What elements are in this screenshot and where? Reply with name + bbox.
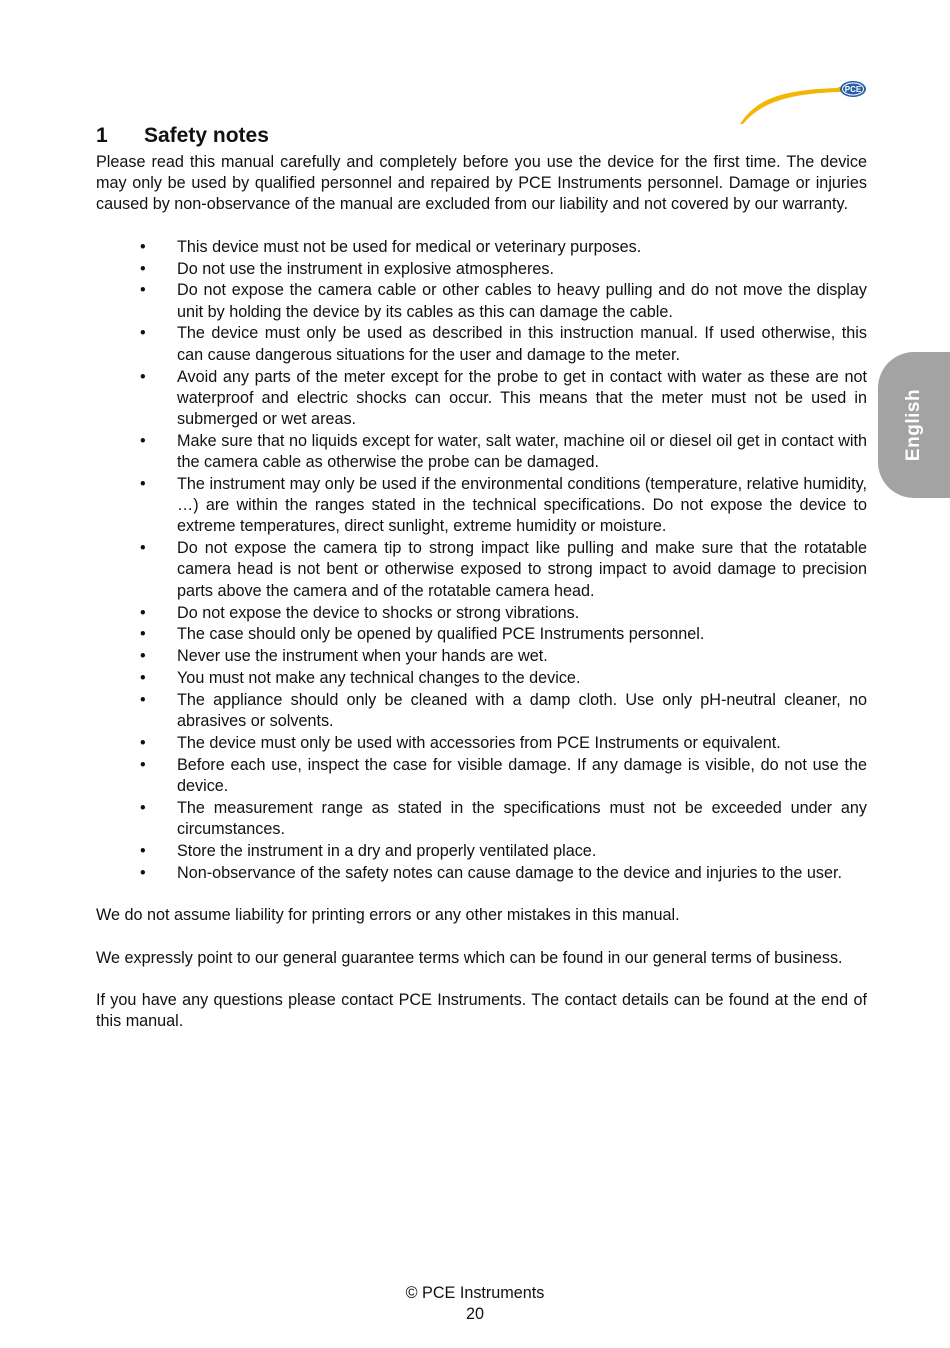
page-footer — [0, 1283, 950, 1325]
safety-list — [96, 237, 867, 885]
logo-swoosh — [740, 88, 838, 124]
pce-logo — [738, 78, 870, 126]
list-item: • Do not use the instrument in explosive atmospheres. — [96, 259, 867, 280]
page-content — [96, 122, 867, 1032]
section-number: 1 — [96, 124, 108, 147]
list-item: • Do not expose the device to shocks or strong vibrations. — [96, 603, 867, 624]
language-tab-label: English — [903, 388, 924, 462]
list-item: • Non-observance of the safety notes can cause damage to the device and injuries to the user. — [96, 863, 867, 884]
list-item: • The device must only be used with accessories from PCE Instruments or equivalent. — [96, 733, 867, 754]
list-item: • Never use the instrument when your hands are wet. — [96, 646, 867, 667]
list-item: • The device must only be used as described in this instruction manual. If used otherwise, this can cause dangerous situations for the user and damage to the meter. — [96, 323, 867, 365]
contact-paragraph: If you have any questions please contact PCE Instruments. The contact details can be found at the end of this manual. — [96, 990, 867, 1030]
section-title: Safety notes — [144, 124, 269, 147]
list-item: • You must not make any technical changes to the device. — [96, 668, 867, 689]
footer-copyright: © PCE Instruments — [405, 1284, 545, 1302]
list-item: • The case should only be opened by qualified PCE Instruments personnel. — [96, 624, 867, 645]
list-item: • Avoid any parts of the meter except for the probe to get in contact with water as these are not waterproof and electric shocks can occur. This means that the meter must not be used in submerged or wet areas. — [96, 367, 867, 431]
list-item: • The appliance should only be cleaned with a damp cloth. Use only pH-neutral cleaner, no abrasives or solvents. — [96, 690, 867, 732]
section-heading — [96, 122, 867, 150]
list-item: • Do not expose the camera tip to strong impact like pulling and make sure that the rotatable camera head is not bent or otherwise exposed to strong impact to avoid damage to precision parts above the camera and of the rotatable camera head. — [96, 538, 867, 602]
list-item: • This device must not be used for medical or veterinary purposes. — [96, 237, 867, 258]
list-item: • Make sure that no liquids except for water, salt water, machine oil or diesel oil get in contact with the camera cable as otherwise the probe can be damaged. — [96, 431, 867, 473]
guarantee-paragraph: We expressly point to our general guarantee terms which can be found in our general terms of business. — [96, 948, 843, 967]
list-item: • Do not expose the camera cable or other cables to heavy pulling and do not move the display unit by holding the device by its cables as this can damage the cable. — [96, 280, 867, 322]
language-tab[interactable] — [878, 352, 950, 498]
page-number: 20 — [465, 1305, 484, 1323]
list-item: • Store the instrument in a dry and properly ventilated place. — [96, 841, 867, 862]
logo-text: PCE — [844, 85, 862, 94]
list-item: • Before each use, inspect the case for visible damage. If any damage is visible, do not use the device. — [96, 755, 867, 797]
list-item: • The measurement range as stated in the specifications must not be exceeded under any circumstances. — [96, 798, 867, 840]
list-item: • The instrument may only be used if the environmental conditions (temperature, relative humidity, …) are within the ranges stated in the technical specifications. Do not expose the device to extreme temperatures, direct sunlight, extreme humidity or moisture. — [96, 474, 867, 538]
intro-paragraph: Please read this manual carefully and completely before you use the device for the first time. The device may only be used by qualified personnel and repaired by PCE Instruments personnel. Damage or injuries caused by non-observance of the manual are excluded from our liability and not covered by our warranty. — [96, 153, 867, 214]
liability-paragraph: We do not assume liability for printing errors or any other mistakes in this manual. — [96, 906, 680, 925]
